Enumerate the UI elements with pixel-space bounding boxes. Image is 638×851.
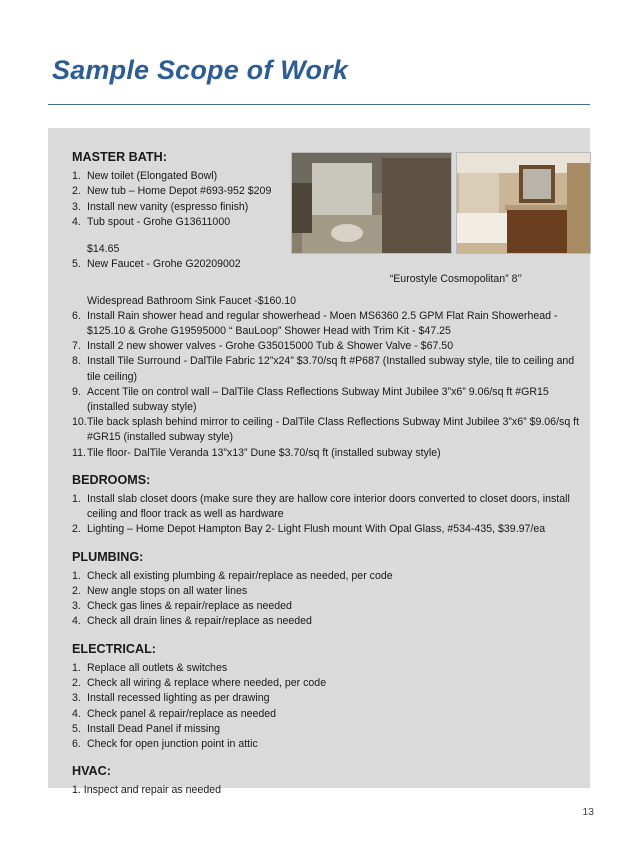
list-item: 4. Check panel & repair/replace as needed [72, 707, 277, 720]
page-number: 13 [582, 806, 594, 818]
faucet-desc-line: Widespread Bathroom Sink Faucet -$160.10 [87, 294, 297, 307]
list-item: 1. New toilet (Elongated Bowl) [72, 170, 218, 183]
list-item: 11. Tile floor- DalTile Veranda 13”x13” Dune $3.70/sq ft (installed subway style) [72, 446, 441, 459]
list-item: 4. Check all drain lines & repair/replace as needed [72, 615, 312, 628]
hvac-item: 1. Inspect and repair as needed [72, 784, 222, 797]
list-item: 1. Replace all outlets & switches [72, 661, 228, 674]
price-line: $14.65 [87, 243, 120, 256]
bedrooms-list [72, 492, 582, 538]
master-bath-list-cont [72, 257, 582, 272]
bedrooms-heading: BEDROOMS: [72, 472, 151, 487]
list-item: 1. Install slab closet doors (make sure they are hallow core interior doors converted to closet doors, install ceiling and floor track as well as hardware [72, 493, 570, 521]
list-item: 2. Check all wiring & replace where needed, per code [72, 677, 327, 690]
faucet-name-line: “Eurostyle Cosmopolitan” 8’’ [389, 273, 522, 286]
master-bath-list [72, 169, 582, 230]
list-item: 3. Check gas lines & repair/replace as needed [72, 600, 292, 613]
list-item: 8. Install Tile Surround - DalTile Fabric 12”x24” $3.70/sq ft #P687 (Installed subway style, tile to ceiling and tile ceiling) [72, 355, 575, 383]
master-bath-list-rest [72, 309, 582, 461]
list-item: 2. New angle stops on all water lines [72, 585, 248, 598]
plumbing-heading: PLUMBING: [72, 549, 144, 564]
plumbing-list [72, 569, 582, 630]
scope-content [72, 150, 582, 799]
list-item: 9. Accent Tile on control wall – DalTile Class Reflections Subway Mint Jubilee 3”x6” 9.06/sq ft #GR15 (installed subway style) [72, 385, 549, 414]
list-item: 5. New Faucet - Grohe G20209002 [72, 258, 241, 271]
list-item: 2. New tub – Home Depot #693-952 $209 [72, 185, 272, 198]
list-item: 5. Install Dead Panel if missing [72, 722, 221, 735]
master-bath-heading: MASTER BATH: [72, 150, 167, 164]
list-item: 4. Tub spout - Grohe G13611000 [72, 215, 231, 228]
list-item: 6. Install Rain shower head and regular showerhead - Moen MS6360 2.5 GPM Flat Rain Showerhead - $125.10 & Grohe G19595000 “ BauLoop” Shower Head with Trim Kit - $47.25 [72, 309, 558, 338]
list-item: 6. Check for open junction point in attic [72, 737, 258, 750]
title-rule [48, 104, 590, 105]
electrical-heading: ELECTRICAL: [72, 641, 156, 656]
list-item: 3. Install new vanity (espresso finish) [72, 200, 249, 213]
list-item: 1. Check all existing plumbing & repair/replace as needed, per code [72, 569, 393, 582]
electrical-list [72, 661, 582, 752]
list-item: 10. Tile back splash behind mirror to ceiling - DalTile Class Reflections Subway Mint Jubilee 3”x6” $9.06/sq ft #GR15 (installed subway style) [72, 416, 580, 444]
list-item: 2. Lighting – Home Depot Hampton Bay 2- Light Flush mount With Opal Glass, #534-435, $39.97/ea [72, 523, 546, 536]
list-item: 3. Install recessed lighting as per drawing [72, 692, 270, 705]
page-title: Sample Scope of Work [52, 55, 349, 85]
hvac-heading: HVAC: [72, 764, 111, 779]
list-item: 7. Install 2 new shower valves - Grohe G35015000 Tub & Shower Valve - $67.50 [72, 340, 454, 353]
